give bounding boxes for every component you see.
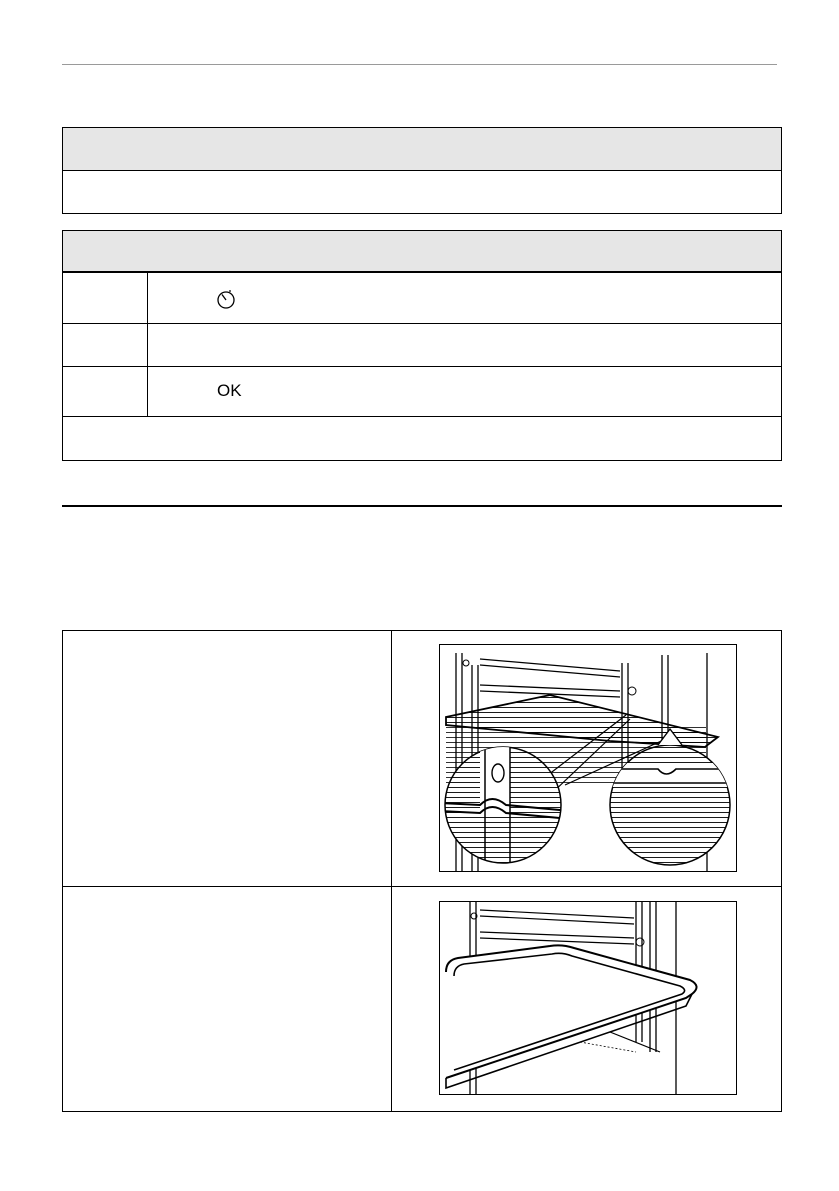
accessories-table [62,630,782,1112]
steps-table-header [63,231,781,273]
ok-icon: OK [217,381,242,400]
step-row [63,324,781,367]
page-top-rule [62,64,777,65]
row-divider [63,886,781,887]
wire-shelf-illustration [439,644,737,872]
timer-icon [215,288,237,310]
table-row [63,171,781,213]
timer-info-table [62,127,782,214]
step-row [63,367,781,417]
steps-table-footer [63,417,781,460]
page-header-title [62,40,777,60]
steps-table [62,230,782,461]
column-divider [391,631,392,1111]
step-row [63,273,781,324]
baking-tray-illustration [439,901,737,1095]
section-rule [62,505,782,507]
table-header [63,128,781,171]
